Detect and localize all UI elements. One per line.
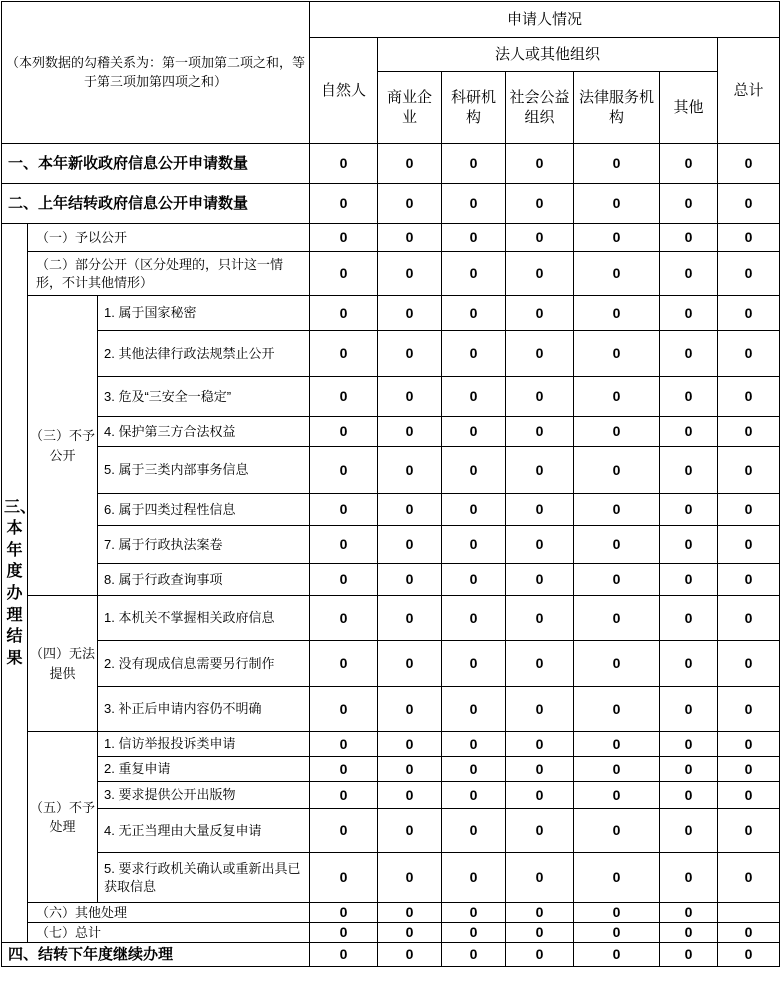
value-cell: 0 xyxy=(310,757,378,782)
value-cell: 0 xyxy=(442,853,506,903)
value-cell: 0 xyxy=(574,923,660,943)
row-g4-1 xyxy=(2,596,780,641)
value-cell: 0 xyxy=(442,494,506,526)
value-cell: 0 xyxy=(660,943,718,967)
header-applicant-info: 申请人情况 xyxy=(310,2,780,38)
row-s4 xyxy=(2,943,780,967)
value-cell: 0 xyxy=(310,853,378,903)
value-cell: 0 xyxy=(310,782,378,809)
value-cell: 0 xyxy=(442,564,506,596)
value-cell: 0 xyxy=(506,943,574,967)
value-cell: 0 xyxy=(574,564,660,596)
value-cell: 0 xyxy=(442,144,506,184)
row-g3-1 xyxy=(2,296,780,331)
item-label: 2. 重复申请 xyxy=(98,757,310,782)
value-cell: 0 xyxy=(718,296,780,331)
value-cell: 0 xyxy=(310,144,378,184)
value-cell: 0 xyxy=(506,687,574,732)
value-cell: 0 xyxy=(574,331,660,377)
header-natural-person: 自然人 xyxy=(310,38,378,144)
value-cell: 0 xyxy=(660,596,718,641)
value-cell: 0 xyxy=(442,184,506,224)
item-label: 3. 补正后申请内容仍不明确 xyxy=(98,687,310,732)
value-cell: 0 xyxy=(506,417,574,447)
value-cell: 0 xyxy=(574,377,660,417)
value-cell: 0 xyxy=(718,377,780,417)
item-label: 4. 无正当理由大量反复申请 xyxy=(98,809,310,853)
group-label-g7: （七）总计 xyxy=(28,923,310,943)
value-cell: 0 xyxy=(660,923,718,943)
row-g4-2 xyxy=(2,641,780,687)
value-cell: 0 xyxy=(660,903,718,923)
value-cell: 0 xyxy=(378,923,442,943)
value-cell: 0 xyxy=(378,757,442,782)
value-cell: 0 xyxy=(310,494,378,526)
value-cell: 0 xyxy=(660,732,718,757)
item-label: 1. 属于国家秘密 xyxy=(98,296,310,331)
header-other: 其他 xyxy=(660,72,718,144)
group-label-g3: （三）不予公开 xyxy=(28,296,98,596)
item-label: 3. 危及“三安全一稳定” xyxy=(98,377,310,417)
value-cell: 0 xyxy=(310,526,378,564)
value-cell: 0 xyxy=(378,809,442,853)
value-cell: 0 xyxy=(310,809,378,853)
value-cell: 0 xyxy=(574,687,660,732)
value-cell: 0 xyxy=(718,641,780,687)
value-cell: 0 xyxy=(506,596,574,641)
value-cell: 0 xyxy=(442,526,506,564)
value-cell: 0 xyxy=(574,809,660,853)
value-cell: 0 xyxy=(660,252,718,296)
value-cell: 0 xyxy=(310,417,378,447)
value-cell: 0 xyxy=(506,296,574,331)
value-cell: 0 xyxy=(378,732,442,757)
row-g3-7 xyxy=(2,526,780,564)
value-cell: 0 xyxy=(310,596,378,641)
value-cell: 0 xyxy=(718,494,780,526)
value-cell: 0 xyxy=(660,447,718,494)
value-cell: 0 xyxy=(442,252,506,296)
value-cell: 0 xyxy=(442,331,506,377)
value-cell: 0 xyxy=(660,184,718,224)
section-label-s1: 一、本年新收政府信息公开申请数量 xyxy=(2,144,310,184)
value-cell: 0 xyxy=(718,809,780,853)
row-g3-6 xyxy=(2,494,780,526)
value-cell: 0 xyxy=(718,564,780,596)
item-label: 2. 没有现成信息需要另行制作 xyxy=(98,641,310,687)
value-cell: 0 xyxy=(718,526,780,564)
value-cell: 0 xyxy=(718,853,780,903)
value-cell: 0 xyxy=(310,943,378,967)
header-research: 科研机构 xyxy=(442,72,506,144)
value-cell: 0 xyxy=(378,853,442,903)
value-cell: 0 xyxy=(660,494,718,526)
value-cell: 0 xyxy=(574,494,660,526)
row-g5-5 xyxy=(2,853,780,903)
value-cell: 0 xyxy=(310,903,378,923)
item-label: 7. 属于行政执法案卷 xyxy=(98,526,310,564)
value-cell: 0 xyxy=(378,641,442,687)
value-cell: 0 xyxy=(506,853,574,903)
row-g5-1 xyxy=(2,732,780,757)
value-cell: 0 xyxy=(574,903,660,923)
header-total: 总计 xyxy=(718,38,780,144)
value-cell: 0 xyxy=(506,494,574,526)
row-g3-5 xyxy=(2,447,780,494)
header-social-welfare: 社会公益组织 xyxy=(506,72,574,144)
statistics-table xyxy=(1,1,780,967)
value-cell: 0 xyxy=(442,377,506,417)
row-g3-3 xyxy=(2,377,780,417)
value-cell: 0 xyxy=(378,447,442,494)
value-cell: 0 xyxy=(310,687,378,732)
value-cell: 0 xyxy=(506,252,574,296)
value-cell: 0 xyxy=(310,641,378,687)
value-cell: 0 xyxy=(442,903,506,923)
value-cell: 0 xyxy=(506,377,574,417)
row-g4-3 xyxy=(2,687,780,732)
value-cell: 0 xyxy=(442,757,506,782)
value-cell: 0 xyxy=(442,296,506,331)
value-cell: 0 xyxy=(660,377,718,417)
value-cell: 0 xyxy=(442,943,506,967)
value-cell: 0 xyxy=(310,923,378,943)
value-cell: 0 xyxy=(718,757,780,782)
value-cell: 0 xyxy=(718,184,780,224)
item-label: 8. 属于行政查询事项 xyxy=(98,564,310,596)
value-cell: 0 xyxy=(718,417,780,447)
value-cell: 0 xyxy=(506,447,574,494)
item-label: 1. 信访举报投诉类申请 xyxy=(98,732,310,757)
item-label: 2. 其他法律行政法规禁止公开 xyxy=(98,331,310,377)
value-cell: 0 xyxy=(442,732,506,757)
row-g5-4 xyxy=(2,809,780,853)
value-cell: 0 xyxy=(718,224,780,252)
item-label: 3. 要求提供公开出版物 xyxy=(98,782,310,809)
value-cell: 0 xyxy=(442,641,506,687)
header-legal-service: 法律服务机构 xyxy=(574,72,660,144)
value-cell: 0 xyxy=(378,943,442,967)
group-label-g5: （五）不予处理 xyxy=(28,732,98,903)
header-row-1 xyxy=(2,2,780,38)
value-cell: 0 xyxy=(660,809,718,853)
value-cell: 0 xyxy=(506,224,574,252)
value-cell: 0 xyxy=(506,564,574,596)
row-g1 xyxy=(2,224,780,252)
value-cell: 0 xyxy=(574,943,660,967)
group-label-g4: （四）无法提供 xyxy=(28,596,98,732)
group-label-g1: （一）予以公开 xyxy=(28,224,310,252)
value-cell: 0 xyxy=(442,224,506,252)
header-legal-group: 法人或其他组织 xyxy=(378,38,718,72)
value-cell: 0 xyxy=(442,923,506,943)
value-cell: 0 xyxy=(718,923,780,943)
value-cell: 0 xyxy=(574,853,660,903)
header-commercial: 商业企业 xyxy=(378,72,442,144)
value-cell: 0 xyxy=(660,144,718,184)
value-cell: 0 xyxy=(574,526,660,564)
value-cell: 0 xyxy=(378,377,442,417)
value-cell: 0 xyxy=(378,596,442,641)
value-cell: 0 xyxy=(660,853,718,903)
section-label-s3: 三、本年度办理结果 xyxy=(2,224,28,943)
value-cell: 0 xyxy=(718,447,780,494)
value-cell: 0 xyxy=(378,252,442,296)
value-cell: 0 xyxy=(442,417,506,447)
value-cell: 0 xyxy=(660,417,718,447)
value-cell: 0 xyxy=(506,331,574,377)
row-s2 xyxy=(2,184,780,224)
value-cell: 0 xyxy=(378,903,442,923)
row-g3-4 xyxy=(2,417,780,447)
value-cell: 0 xyxy=(574,184,660,224)
item-label: 5. 属于三类内部事务信息 xyxy=(98,447,310,494)
value-cell: 0 xyxy=(660,331,718,377)
value-cell: 0 xyxy=(310,296,378,331)
value-cell: 0 xyxy=(378,687,442,732)
value-cell: 0 xyxy=(660,224,718,252)
value-cell: 0 xyxy=(660,687,718,732)
value-cell: 0 xyxy=(660,296,718,331)
value-cell: 0 xyxy=(574,732,660,757)
value-cell: 0 xyxy=(718,252,780,296)
item-label: 4. 保护第三方合法权益 xyxy=(98,417,310,447)
header-note: （本列数据的勾稽关系为：第一项加第二项之和，等于第三项加第四项之和） xyxy=(2,2,310,144)
value-cell: 0 xyxy=(378,184,442,224)
value-cell: 0 xyxy=(378,782,442,809)
value-cell: 0 xyxy=(718,331,780,377)
value-cell: 0 xyxy=(378,331,442,377)
value-cell: 0 xyxy=(718,732,780,757)
value-cell: 0 xyxy=(310,252,378,296)
row-g3-2 xyxy=(2,331,780,377)
value-cell: 0 xyxy=(506,809,574,853)
value-cell: 0 xyxy=(378,296,442,331)
group-label-g6: （六）其他处理 xyxy=(28,903,310,923)
value-cell: 0 xyxy=(506,184,574,224)
value-cell: 0 xyxy=(574,596,660,641)
value-cell: 0 xyxy=(718,943,780,967)
value-cell: 0 xyxy=(718,144,780,184)
value-cell: 0 xyxy=(660,757,718,782)
value-cell: 0 xyxy=(718,782,780,809)
value-cell: 0 xyxy=(506,923,574,943)
value-cell: 0 xyxy=(310,377,378,417)
value-cell: 0 xyxy=(310,224,378,252)
value-cell: 0 xyxy=(506,526,574,564)
row-s1 xyxy=(2,144,780,184)
value-cell: 0 xyxy=(310,331,378,377)
value-cell: 0 xyxy=(660,526,718,564)
value-cell: 0 xyxy=(442,596,506,641)
value-cell: 0 xyxy=(574,144,660,184)
row-g2 xyxy=(2,252,780,296)
value-cell: 0 xyxy=(718,687,780,732)
row-g5-3 xyxy=(2,782,780,809)
value-cell: 0 xyxy=(574,782,660,809)
value-cell: 0 xyxy=(506,757,574,782)
value-cell: 0 xyxy=(442,447,506,494)
value-cell: 0 xyxy=(310,184,378,224)
value-cell: 0 xyxy=(660,782,718,809)
value-cell: 0 xyxy=(574,417,660,447)
value-cell: 0 xyxy=(574,447,660,494)
value-cell: 0 xyxy=(660,641,718,687)
value-cell: 0 xyxy=(506,732,574,757)
value-cell: 0 xyxy=(378,526,442,564)
value-cell: 0 xyxy=(574,757,660,782)
value-cell xyxy=(718,903,780,923)
value-cell: 0 xyxy=(442,782,506,809)
value-cell: 0 xyxy=(574,252,660,296)
value-cell: 0 xyxy=(378,417,442,447)
value-cell: 0 xyxy=(378,494,442,526)
value-cell: 0 xyxy=(378,564,442,596)
row-g7 xyxy=(2,923,780,943)
value-cell: 0 xyxy=(310,732,378,757)
row-g5-2 xyxy=(2,757,780,782)
value-cell: 0 xyxy=(718,596,780,641)
value-cell: 0 xyxy=(574,641,660,687)
value-cell: 0 xyxy=(310,447,378,494)
value-cell: 0 xyxy=(442,809,506,853)
section-label-s4: 四、结转下年度继续办理 xyxy=(2,943,310,967)
value-cell: 0 xyxy=(574,296,660,331)
item-label: 1. 本机关不掌握相关政府信息 xyxy=(98,596,310,641)
value-cell: 0 xyxy=(506,641,574,687)
value-cell: 0 xyxy=(442,687,506,732)
section-label-s2: 二、上年结转政府信息公开申请数量 xyxy=(2,184,310,224)
value-cell: 0 xyxy=(378,224,442,252)
group-label-g2: （二）部分公开（区分处理的，只计这一情形，不计其他情形） xyxy=(28,252,310,296)
item-label: 5. 要求行政机关确认或重新出具已获取信息 xyxy=(98,853,310,903)
value-cell: 0 xyxy=(506,144,574,184)
value-cell: 0 xyxy=(574,224,660,252)
value-cell: 0 xyxy=(506,903,574,923)
row-g3-8 xyxy=(2,564,780,596)
value-cell: 0 xyxy=(378,144,442,184)
row-g6 xyxy=(2,903,780,923)
value-cell: 0 xyxy=(506,782,574,809)
item-label: 6. 属于四类过程性信息 xyxy=(98,494,310,526)
value-cell: 0 xyxy=(310,564,378,596)
value-cell: 0 xyxy=(660,564,718,596)
